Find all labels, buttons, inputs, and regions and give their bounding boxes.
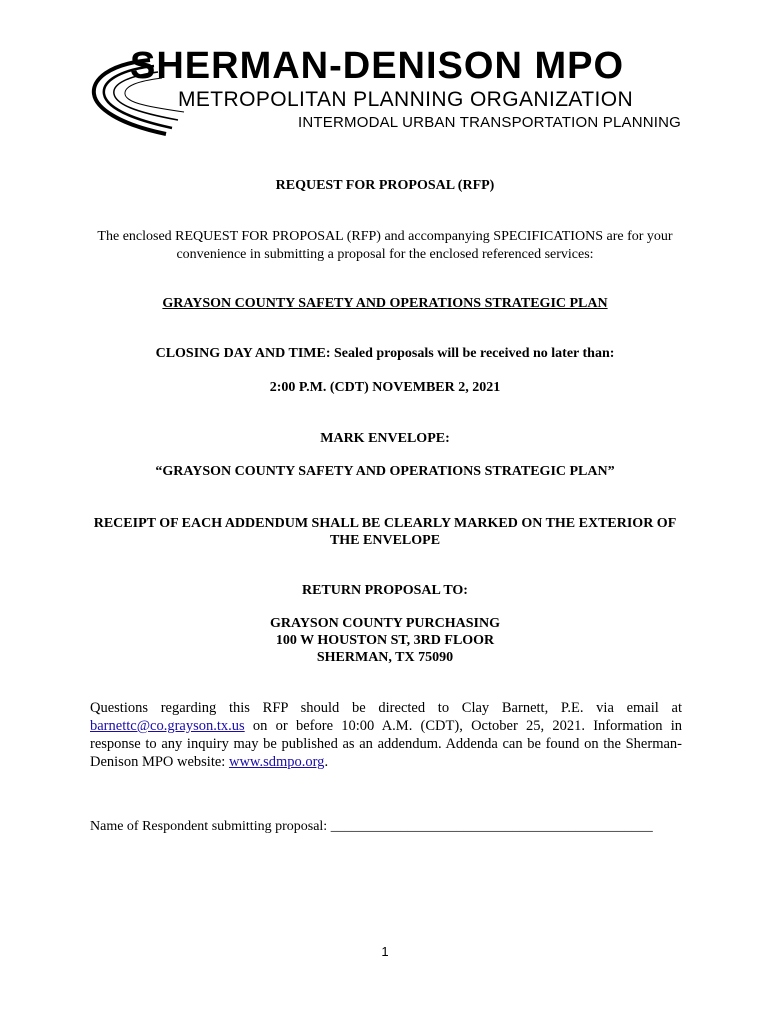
questions-text-part3: . [324, 754, 329, 770]
project-title: GRAYSON COUNTY SAFETY AND OPERATIONS STRATEGIC PLAN [162, 296, 608, 311]
page-number: 1 [381, 944, 389, 959]
closing-time: 2:00 P.M. (CDT) NOVEMBER 2, 2021 [269, 380, 501, 395]
closing-label: CLOSING DAY AND TIME: Sealed proposals will be received no later than: [155, 346, 615, 361]
letterhead-org-name: SHERMAN-DENISON MPO [130, 45, 625, 87]
mark-envelope-text: “GRAYSON COUNTY SAFETY AND OPERATIONS STRATEGIC PLAN” [155, 464, 615, 479]
document-title: REQUEST FOR PROPOSAL (RFP) [275, 178, 495, 193]
respondent-label: Name of Respondent submitting proposal: [90, 819, 331, 834]
mark-envelope-label: MARK ENVELOPE: [320, 431, 450, 446]
letterhead-tagline: INTERMODAL URBAN TRANSPORTATION PLANNING [298, 114, 682, 131]
addendum-notice-line2: THE ENVELOPE [329, 533, 441, 548]
respondent-name-line [90, 818, 653, 836]
letterhead-subtitle: METROPOLITAN PLANNING ORGANIZATION [178, 88, 634, 111]
questions-paragraph [90, 699, 682, 771]
address-line2: 100 W HOUSTON ST, 3RD FLOOR [275, 633, 495, 648]
intro-paragraph: The enclosed REQUEST FOR PROPOSAL (RFP) and accompanying SPECIFICATIONS are for your convenience in submitting a proposal for the enclosed referenced services: [97, 229, 673, 262]
return-proposal-label: RETURN PROPOSAL TO: [302, 583, 468, 598]
addendum-notice-line1: RECEIPT OF EACH ADDENDUM SHALL BE CLEARLY MARKED ON THE EXTERIOR OF [93, 516, 677, 531]
address-line1: GRAYSON COUNTY PURCHASING [270, 616, 500, 631]
website-link[interactable]: www.sdmpo.org [228, 754, 325, 770]
contact-email-link[interactable]: barnettc@co.grayson.tx.us [90, 718, 245, 734]
questions-text-part1: Questions regarding this RFP should be directed to Clay Barnett, P.E. via email at [90, 700, 682, 716]
respondent-name-blank[interactable]: ______________________________________________ [330, 819, 653, 834]
questions-text-part2: on or before 10:00 A.M. (CDT), October 25, 2021. Information in response to any inquiry may be published as an addendum. Addenda can be found on the Sherman-Denison MPO website: [90, 718, 682, 770]
address-line3: SHERMAN, TX 75090 [316, 650, 454, 665]
